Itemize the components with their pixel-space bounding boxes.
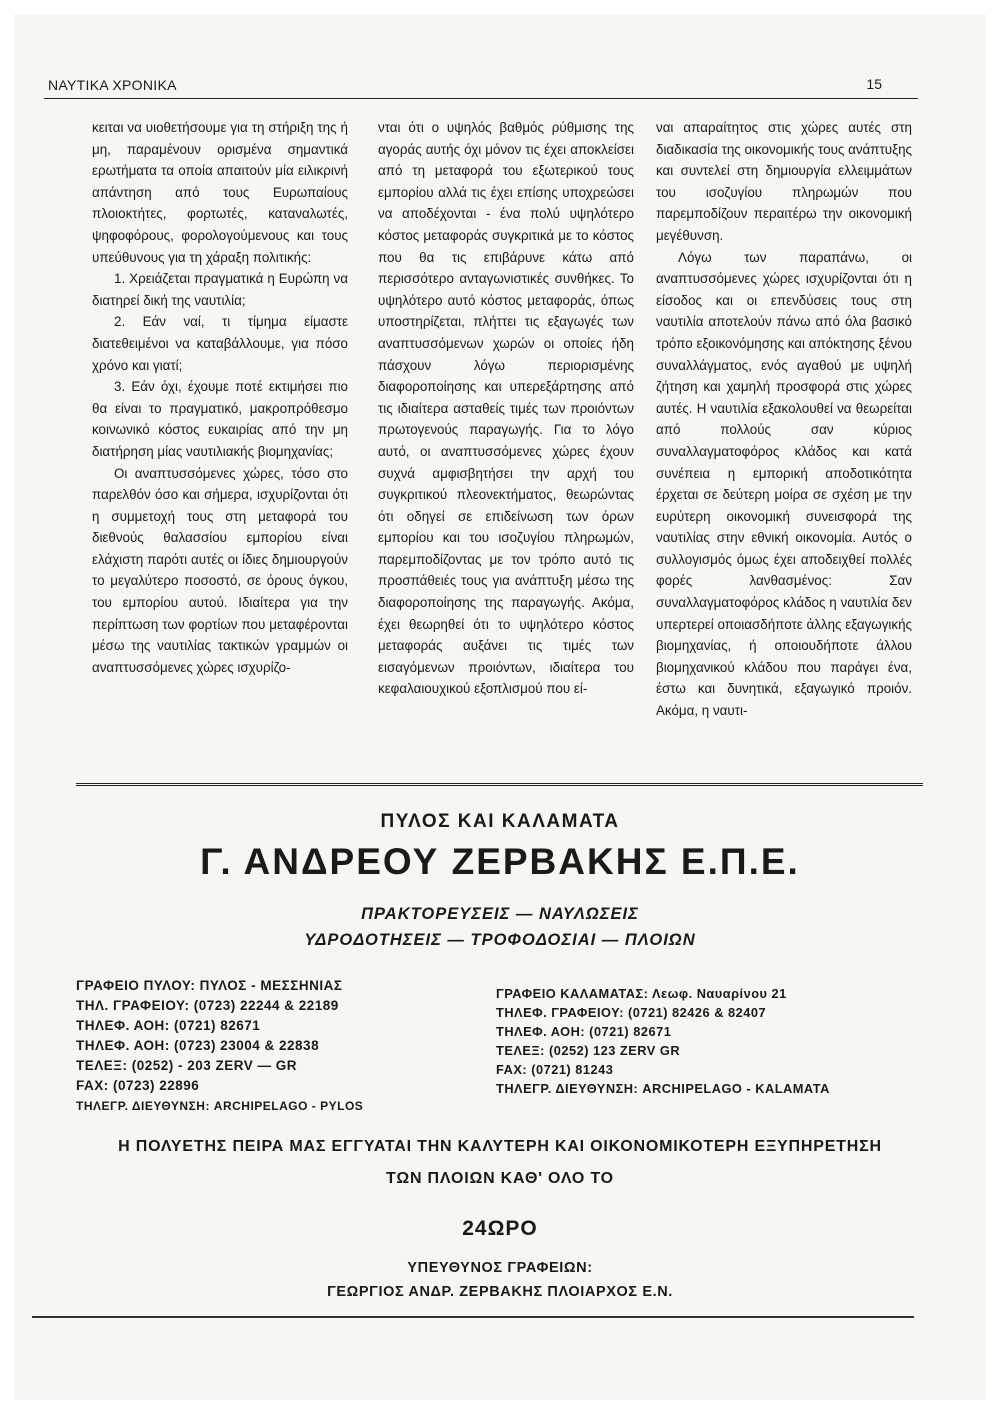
paragraph: 2. Εάν ναί, τι τίμημα είμαστε διατεθειμένοι να καταβάλλουμε, για πόσο χρόνο και γιατί; <box>92 314 348 373</box>
ad-services-line-2: ΥΔΡΟΔΟΤΗΣΕΙΣ — ΤΡΟΦΟΔΟΣΙΑΙ — ΠΛΟΙΩΝ <box>304 931 696 949</box>
pylos-home-phone-2: ΤΗΛΕΦ. ΑΟΗ: (0723) 23004 & 22838 <box>76 1038 320 1053</box>
kalamata-office-contacts <box>496 984 830 1098</box>
kalamata-telegraph: ΤΗΛΕΓΡ. ΔΙΕΥΘΥΝΣΗ: ARCHIPELAGO - KALAMATA <box>496 1081 830 1096</box>
ad-responsible-name: ΓΕΩΡΓΙΟΣ ΑΝΔΡ. ΖΕΡΒΑΚΗΣ ΠΛΟΙΑΡΧΟΣ Ε.Ν. <box>327 1284 673 1300</box>
ad-slogan-line-1: Η ΠΟΛΥΕΤΗΣ ΠΕΙΡΑ ΜΑΣ ΕΓΓΥΑΤΑΙ ΤΗΝ ΚΑΛΥΤΕΡΗ ΚΑΙ ΟΙΚΟΝΟΜΙΚΟΤΕΡΗ ΕΞΥΠΗΡΕΤΗΣΗ <box>118 1138 882 1155</box>
paragraph: κειται να υιοθετήσουμε για τη στήριξη της ή μη, παραμένουν ορισμένα σημαντικά ερωτήματα τα οποία απαιτούν μία ειλικρινή απάντηση από τους Ευρωπαίους πλοιοκτήτες, φορτωτές, καταναλωτές, ψηφοφόρους, φορολογούμενους και τους υπεύθυνους για τη χάραξη πολιτικής: <box>92 120 348 265</box>
ad-slogan-line-2: ΤΩΝ ΠΛΟΙΩΝ ΚΑΘ' ΟΛΟ ΤΟ <box>386 1170 614 1187</box>
running-header-title: ΝΑΥΤΙΚΑ ΧΡΟΝΙΚΑ <box>48 77 177 93</box>
advertisement-top-rule <box>76 783 923 786</box>
pylos-telex: ΤΕΛΕΞ: (0252) - 203 ZERV — GR <box>76 1058 298 1073</box>
paragraph: νται ότι ο υψηλός βαθμός ρύθμισης της αγοράς αυτής όχι μόνον τις έχει αποκλείσει από τη μεταφορά του εξωτερικού τους εμπορίου αλλά τις έχει επίσης υποχρεώσει να αποδέχονται - ένα πολύ υψηλότερο κόστος μεταφοράς συγκριτικά με το κόστος που θα τις επιβάρυνε κάτω από περισσότερο ανταγωνιστικές συνθήκες. Το υψηλότερο αυτό κόστος μεταφοράς, όπως υποστηρίζεται, πλήττει τις εξαγωγές των αναπτυσσόμενων χωρών οι οποίες ήδη πάσχουν λόγω περιορισμένης διαφοροποίησης και υπερεξάρτησης από τις ιδιαίτερα ασταθείς τιμές των προιόντων πρωτογενούς παραγωγής. Για το λόγο αυτό, οι αναπτυσσόμενες χώρες έχουν συχνά αμφισβητήσει την αρχή του συγκριτικού πλεονεκτήματος, θεωρώντας ότι οδηγεί σε επιδείνωση των όρων εμπορίου και του ισοζυγίου πληρωμών, παρεμποδίζοντας με τον τρόπο αυτό τις προσπάθειές τους για ανάπτυξη μέσω της διαφοροποίησης της παραγωγής. Ακόμα, έχει θεωρηθεί ότι το υψηλότερο κόστος μεταφοράς αυξάνει τις τιμές των εισαγόμενων προιόντων, ιδιαίτερα του κεφαλαιουχικού εξοπλισμού που εί- <box>378 120 634 697</box>
magazine-page <box>14 14 986 1400</box>
pylos-telegraph: ΤΗΛΕΓΡ. ΔΙΕΥΘΥΝΣΗ: ARCHIPELAGO - PYLOS <box>76 1099 364 1113</box>
article-column-2 <box>378 117 634 700</box>
kalamata-telex: ΤΕΛΕΞ: (0252) 123 ZERV GR <box>496 1043 681 1058</box>
kalamata-fax: FAX: (0721) 81243 <box>496 1062 614 1077</box>
ad-responsible-label: ΥΠΕΥΘΥΝΟΣ ΓΡΑΦΕΙΩΝ: <box>407 1260 593 1276</box>
paragraph: Λόγω των παραπάνω, οι αναπτυσσόμενες χώρες ισχυρίζονται ότι η είσοδος και οι επενδύσεις τους στη ναυτιλία αποτελούν πάνω από όλα βασικό τρόπο εξοικονόμησης και απόκτησης ξένου συναλλάγματος, ενός αγαθού με υψηλή ζήτηση και χαμηλή προσφορά στις χώρες αυτές. Η ναυτιλία εξακολουθεί να θεωρείται από πολλούς σαν κύριος συναλλαγματοφόρος κλάδος και κατά συνέπεια η εμπορική αποδοτικότητα έρχεται σε δεύτερη μοίρα σε σχέση με την ευρύτερη οικονομική συνεισφορά της ναυτιλίας στην εθνική οικονομία. Αυτός ο συλλογισμός όμως έχει αποδειχθεί πολλές φορές λανθασμένος: Σαν συναλλαγματοφόρος κλάδος η ναυτιλία δεν υπερτερεί οποιασδήποτε άλλης εξαγωγικής βιομηχανίας, ή οποιουδήποτε άλλου βιομηχανικού κλάδου που παράγει ένα, έστω και δυνητικά, εξαγωγικό προιόν. Ακόμα, η ναυτι- <box>656 249 912 719</box>
pylos-office-phone: ΤΗΛ. ΓΡΑΦΕΙΟΥ: (0723) 22244 & 22189 <box>76 998 339 1013</box>
paragraph: ναι απαραίτητος στις χώρες αυτές στη διαδικασία της οικονομικής τους ανάπτυξης και συντελεί στη δημιουργία ελλειμμάτων του ισοζυγίου πληρωμών που παρεμποδίζουν περαιτέρω την οικονομική μεγέθυνση. <box>656 120 913 243</box>
ad-company-name: Γ. ΑΝΔΡΕΟΥ ΖΕΡΒΑΚΗΣ Ε.Π.Ε. <box>200 841 800 882</box>
paragraph: 3. Εάν όχι, έχουμε ποτέ εκτιμήσει πιο θα είναι το πραγματικό, μακροπρόθεσμο κοινωνικό κόστος ευκαιρίας από την μη διατήρηση μίας ναυτιλιακής βιομηχανίας; <box>92 379 348 459</box>
pylos-home-phone-1: ΤΗΛΕΦ. ΑΟΗ: (0721) 82671 <box>76 1018 261 1033</box>
pylos-fax: FAX: (0723) 22896 <box>76 1078 200 1093</box>
article-columns <box>92 117 922 767</box>
pylos-office-address: ΓΡΑΦΕΙΟ ΠΥΛΟΥ: ΠΥΛΟΣ - ΜΕΣΣΗΝΙΑΣ <box>76 978 343 993</box>
advertisement-bottom-rule <box>32 1316 914 1318</box>
ad-towns: ΠΥΛΟΣ ΚΑΙ ΚΑΛΑΜΑΤΑ <box>380 811 620 832</box>
header-rule <box>44 98 918 99</box>
kalamata-home-phone: ΤΗΛΕΦ. ΑΟΗ: (0721) 82671 <box>496 1024 672 1039</box>
page-number: 15 <box>866 76 882 92</box>
pylos-office-contacts <box>76 976 363 1116</box>
paragraph: 1. Χρειάζεται πραγματικά η Ευρώπη να διατηρεί δική της ναυτιλία; <box>92 271 348 308</box>
article-column-3 <box>656 117 912 722</box>
paragraph: Οι αναπτυσσόμενες χώρες, τόσο στο παρελθόν όσο και σήμερα, ισχυρίζονται ότι η συμμετοχή τους στη μεταφορά του διεθνούς θαλασσίου εμπορίου είναι ελάχιστη παρότι αυτές οι ίδιες δημιουργούν το μεγαλύτερο ποσοστό, σε όρους όγκου, του εμπορίου αυτού. Ιδιαίτερα για την περίπτωση των φορτίων που μεταφέρονται μέσω της ναυτιλίας τακτικών γραμμών οι αναπτυσσόμενες χώρες ισχυρίζο- <box>92 465 348 675</box>
ad-hours: 24ΩΡΟ <box>462 1217 538 1240</box>
ad-services-line-1: ΠΡΑΚΤΟΡΕΥΣΕΙΣ — ΝΑΥΛΩΣΕΙΣ <box>361 905 639 923</box>
article-column-1 <box>92 117 348 678</box>
kalamata-office-address: ΓΡΑΦΕΙΟ ΚΑΛΑΜΑΤΑΣ: Λεωφ. Ναυαρίνου 21 <box>496 986 787 1001</box>
kalamata-office-phone: ΤΗΛΕΦ. ΓΡΑΦΕΙΟΥ: (0721) 82426 & 82407 <box>496 1005 767 1020</box>
